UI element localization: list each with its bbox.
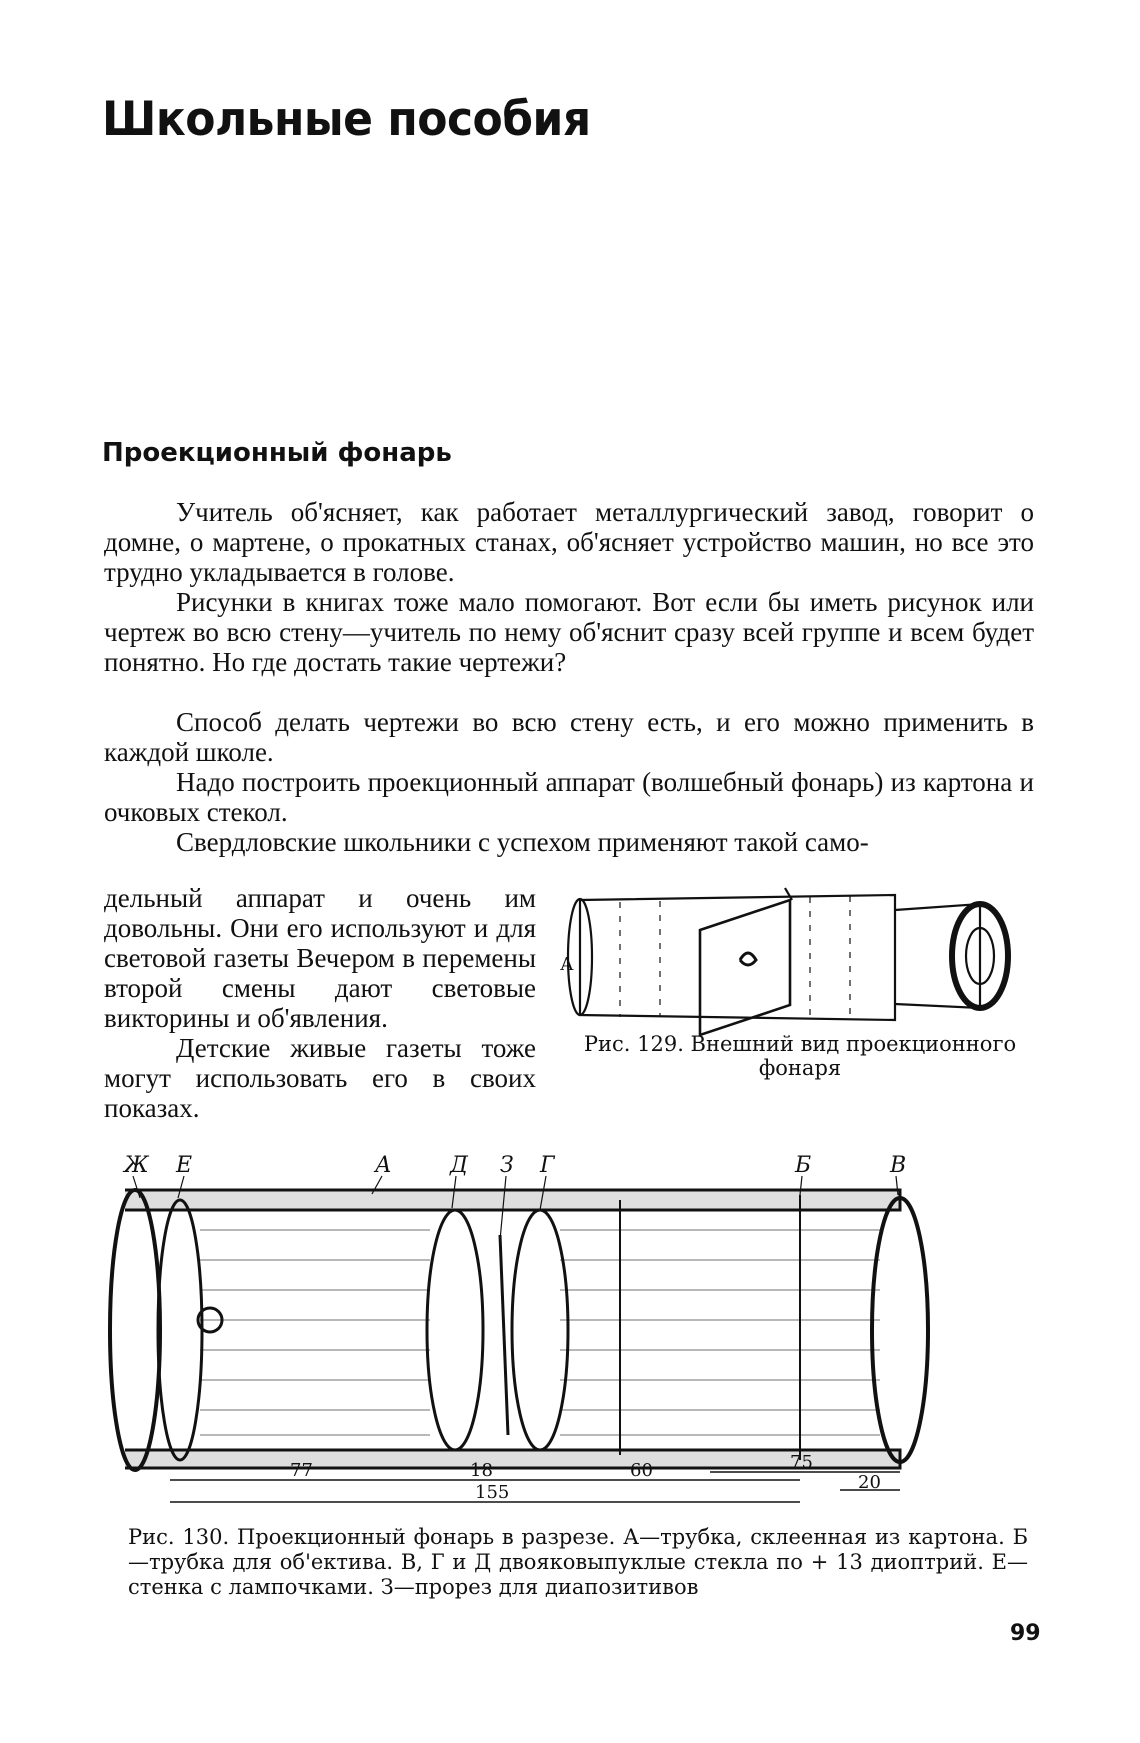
fig130-dimension-lines [170,1472,900,1502]
paragraph-3: Способ делать чертежи во всю стену есть, и его можно применить в каждой школе. [104,707,1034,767]
wrap-paragraph-2: Детские живые газеты тоже могут использовать его в своих показах. [104,1033,536,1123]
fig130-dim-5: 20 [858,1472,881,1493]
fig130-dim-3: 60 [630,1460,653,1481]
fig130-label-a: А [375,1153,392,1178]
fig130-lens-g [512,1210,568,1450]
fig130-bottom-wall [125,1450,900,1468]
fig129-lens-tube [895,904,980,1008]
fig130-dim-2: 18 [470,1460,493,1481]
fig130-dim-total: 155 [475,1482,510,1503]
figure-130-caption: Рис. 130. Проекционный фонарь в разрезе. А—трубка, склеенная из картона. Б—трубка для об'ектива. В, Г и Д двояковыпуклые стекла по + 13 диоптрий. Е—стенка с лампочками. З—прорез для диапозитивов [128,1525,1028,1599]
fig130-dim-1: 77 [290,1460,313,1481]
fig130-lens-d [427,1210,483,1450]
fig130-label-e: Е [176,1153,193,1178]
wrap-text-block [104,883,536,1123]
fig129-seams [620,896,850,1020]
fig130-inner-tube [620,1195,800,1460]
fig130-label-g: Г [540,1153,555,1178]
fig130-label-d: Д [450,1153,468,1178]
fig129-plate-tab [785,888,792,900]
fig130-dim-4: 75 [790,1452,813,1473]
paragraph-4: Надо построить проекционный аппарат (волшебный фонарь) из картона и очковых стекол. [104,767,1034,827]
fig129-main-tube [580,895,895,1020]
fig129-slide-plate [700,900,790,1035]
fig130-label-b: Б [795,1153,812,1178]
fig130-left-end [110,1190,160,1470]
wrap-paragraph-1: дельный аппарат и очень им довольны. Они его используют и для световой газеты Вечером в перемены второй смены дают световые викторины и об'явления. [104,883,536,1033]
article-title: Проекционный фонарь [102,438,452,468]
fig130-hatching [200,1230,880,1435]
fig130-lamp-wall [158,1200,202,1460]
section-title: Школьные пособия [102,92,591,148]
figure-129-illustration [560,870,1030,1045]
fig130-slide-slot [500,1235,508,1435]
figure-130-cross-section [100,1150,1050,1520]
fig129-slide-image [740,953,756,965]
fig130-top-wall [125,1190,900,1210]
figure-129-caption: Рис. 129. Внешний вид проекционного фонаря [583,1032,1017,1080]
paragraph-2: Рисунки в книгах тоже мало помогают. Вот если бы иметь рисунок или чертеж во всю стену—учитель по нему об'яснит сразу всей группе и всем будет понятно. Но где достать такие чертежи? [104,587,1034,677]
fig130-label-v: В [890,1153,907,1178]
fig130-right-end [872,1198,928,1462]
fig130-label-zh: Ж [124,1153,149,1178]
paragraph-5: Свердловские школьники с успехом применяют такой само- [176,827,869,857]
paragraph-1: Учитель об'ясняет, как работает металлургический завод, говорит о домне, о мартене, о прокатных станах, об'ясняет устройство машин, но все это трудно укладывается в голове. [104,497,1034,587]
page-number: 99 [1010,1621,1041,1646]
fig130-label-z: З [500,1153,514,1178]
fig129-label: А [560,954,574,975]
